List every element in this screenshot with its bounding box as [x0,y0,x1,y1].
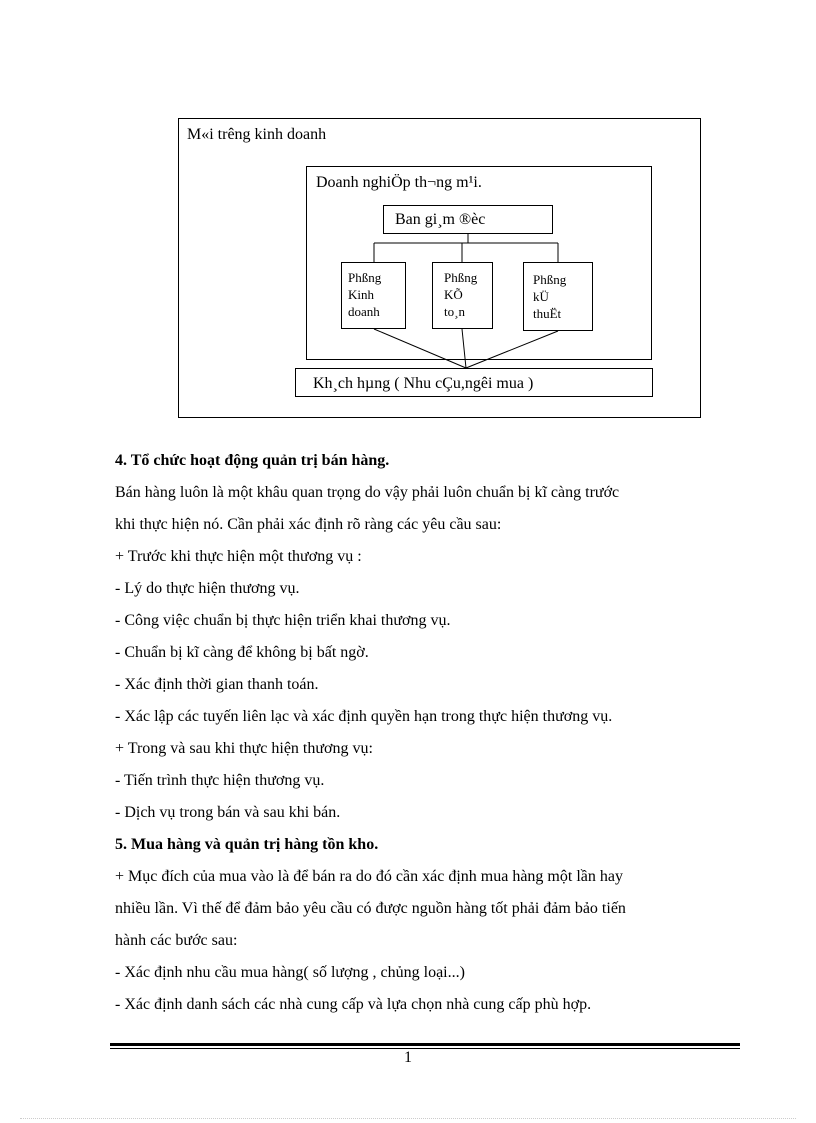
accounting-dept-box [432,262,493,329]
business-environment-label: M«i trêng kinh doanh [187,126,327,143]
list-item: - Xác định nhu cầu mua hàng( số lượng , chủng loại...) [115,964,465,981]
list-item: - Chuẩn bị kĩ càng để không bị bất ngờ. [115,644,369,661]
list-item: + Trong và sau khi thực hiện thương vụ: [115,740,373,757]
list-item: - Tiến trình thực hiện thương vụ. [115,772,325,789]
page-edge-divider [20,1118,796,1119]
paragraph-line: nhiều lần. Vì thế để đảm bảo yêu cầu có được nguồn hàng tốt phải đảm bảo tiến [115,900,626,917]
section-5-heading: 5. Mua hàng và quản trị hàng tồn kho. [115,836,379,853]
board-of-directors-box [383,205,553,234]
paragraph-line: khi thực hiện nó. Cần phải xác định rõ ràng các yêu cầu sau: [115,516,502,533]
org-diagram [0,0,816,430]
accounting-dept-label: Phßng KÕ to¸n [444,270,478,319]
paragraph-line: hành các bước sau: [115,932,238,949]
page-number: 1 [404,1049,412,1066]
list-item: - Lý do thực hiện thương vụ. [115,580,300,597]
customer-box [295,368,653,397]
business-dept-box [341,262,406,329]
list-item: - Xác định thời gian thanh toán. [115,676,319,693]
list-item: - Xác định danh sách các nhà cung cấp và lựa chọn nhà cung cấp phù hợp. [115,996,592,1013]
list-item: + Trước khi thực hiện một thương vụ : [115,548,362,565]
list-item: - Dịch vụ trong bán và sau khi bán. [115,804,341,821]
list-item: - Xác lập các tuyến liên lạc và xác định quyền hạn trong thực hiện thương vụ. [115,708,613,725]
list-item: - Công việc chuẩn bị thực hiện triển khai thương vụ. [115,612,451,629]
technical-dept-label: Phßng kÜ thuËt [533,272,567,321]
section-4-heading: 4. Tổ chức hoạt động quản trị bán hàng. [115,452,390,469]
paragraph-line: + Mục đích của mua vào là để bán ra do đó cần xác định mua hàng một lần hay [115,868,623,885]
technical-dept-box [523,262,593,331]
footer-rule-thick [110,1043,740,1046]
business-dept-label: Phßng Kinh doanh [348,270,382,319]
paragraph-line: Bán hàng luôn là một khâu quan trọng do vậy phải luôn chuẩn bị kĩ càng trước [115,484,620,501]
board-of-directors-label: Ban gi¸m ®èc [395,211,486,228]
trading-enterprise-label: Doanh nghiÖp th¬ng m¹i. [316,174,482,191]
customer-label: Kh¸ch hµng ( Nhu cÇu,ngêi mua ) [313,375,534,392]
